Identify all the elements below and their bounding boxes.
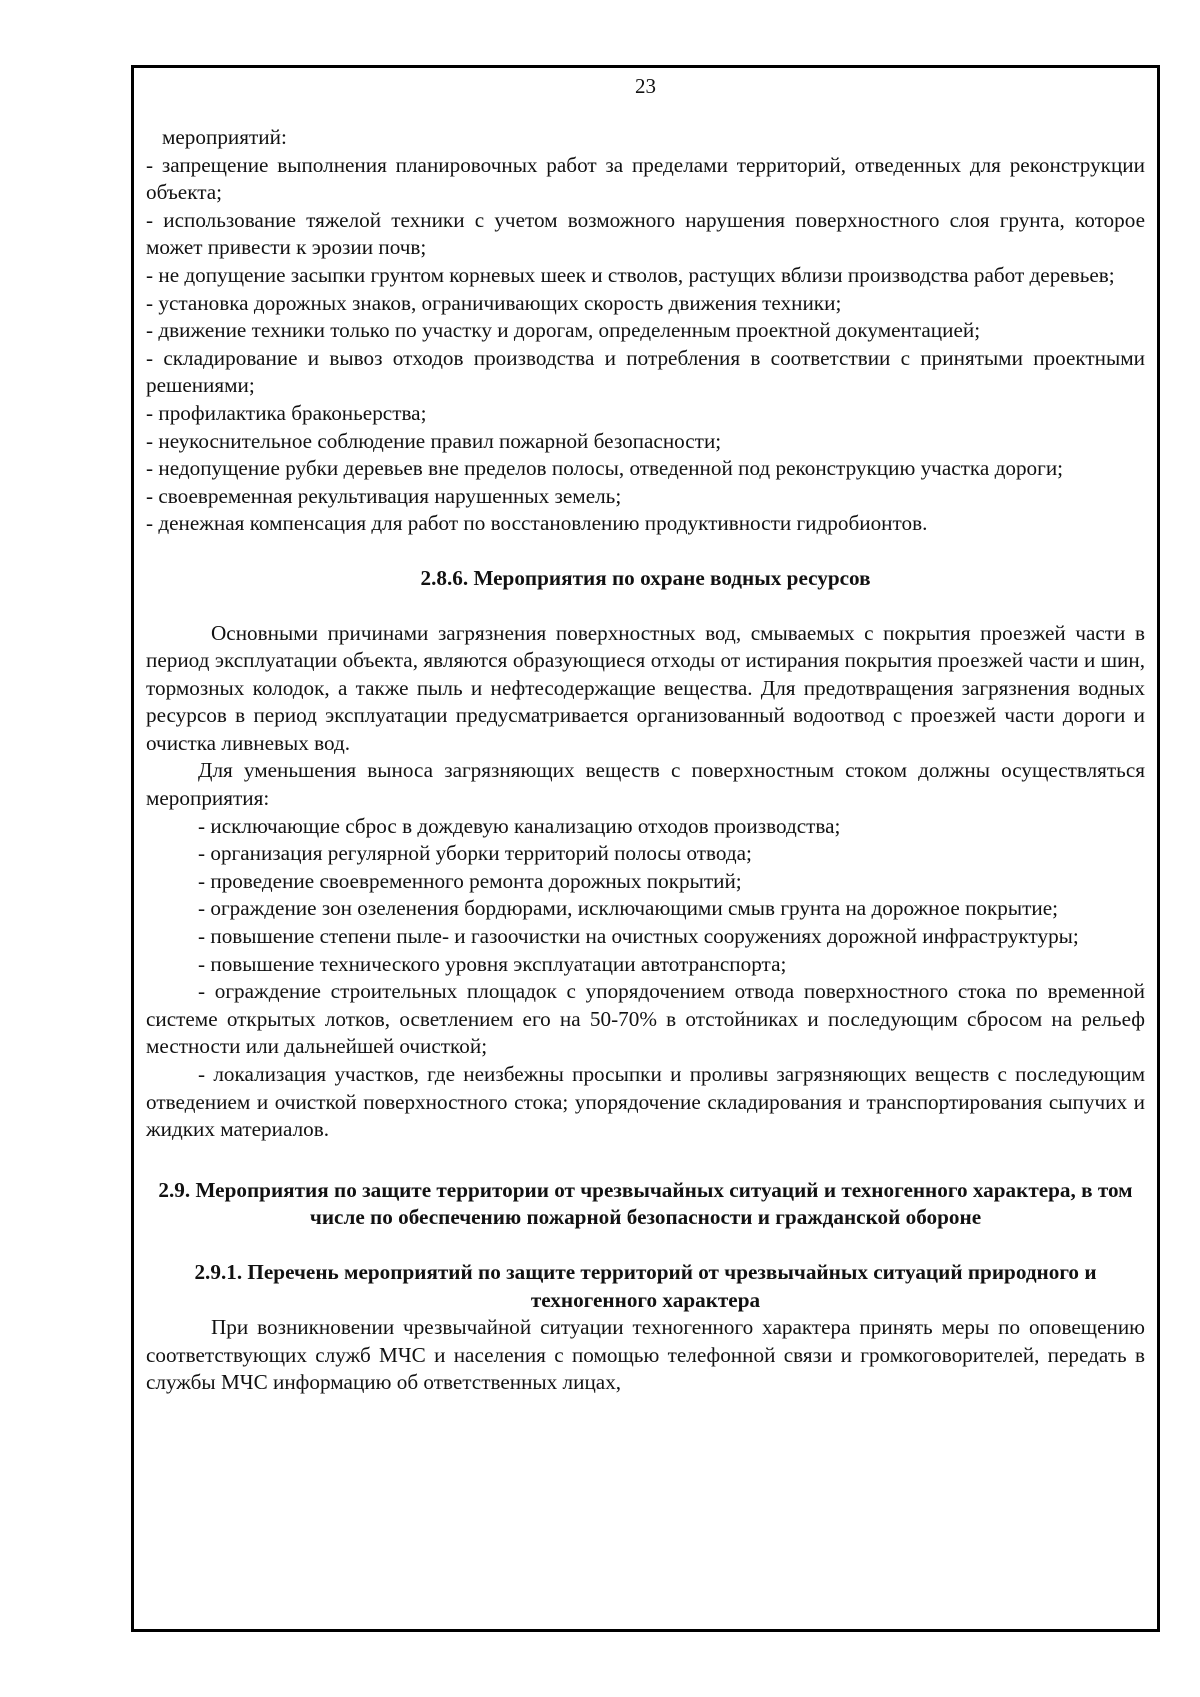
list-item: - недопущение рубки деревьев вне пределов полосы, отведенной под реконструкцию участка дороги; bbox=[146, 456, 1064, 481]
page-content bbox=[146, 124, 1145, 1397]
list-item: - использование тяжелой техники с учетом возможного нарушения поверхностного слоя грунта, которое может привести к эрозии почв; bbox=[146, 207, 1145, 260]
list-item: - локализация участков, где неизбежны просыпки и проливы загрязняющих веществ с последующим отведением и очисткой поверхностного стока; упорядочение складирования и транспортирования сыпучих и жидких материалов. bbox=[146, 1062, 1145, 1142]
list-item: - своевременная рекультивация нарушенных земель; bbox=[146, 483, 622, 508]
list-item: - складирование и вывоз отходов производства и потребления в соответствии с принятыми проектными решениями; bbox=[146, 345, 1145, 398]
list-item: - запрещение выполнения планировочных работ за пределами территорий, отведенных для реконструкции объекта; bbox=[146, 152, 1145, 205]
list-item: - проведение своевременного ремонта дорожных покрытий; bbox=[198, 868, 742, 893]
list-item: - повышение технического уровня эксплуатации автотранспорта; bbox=[198, 951, 787, 976]
paragraph: При возникновении чрезвычайной ситуации техногенного характера принять меры по оповещению соответствующих служб МЧС и населения с помощью телефонной связи и громкоговорителей, передать в службы МЧС информацию об ответственных лицах, bbox=[146, 1315, 1145, 1395]
section-heading-2-8-6: 2.8.6. Мероприятия по охране водных ресурсов bbox=[420, 565, 871, 590]
page-number: 23 bbox=[635, 74, 656, 98]
list-item: - установка дорожных знаков, ограничивающих скорость движения техники; bbox=[146, 290, 842, 315]
section-heading-2-9-1: 2.9.1. Перечень мероприятий по защите территорий от чрезвычайных ситуаций природного и техногенного характера bbox=[194, 1259, 1097, 1312]
list-item: - ограждение строительных площадок с упорядочением отвода поверхностного стока по временной системе открытых лотков, осветлением его на 50-70% в отстойниках и последующим сбросом на рельеф местности или дальнейшей очисткой; bbox=[146, 979, 1145, 1059]
list-item: - денежная компенсация для работ по восстановлению продуктивности гидробионтов. bbox=[146, 511, 928, 536]
list-item: - профилактика браконьерства; bbox=[146, 400, 427, 425]
list-item: - неукоснительное соблюдение правил пожарной безопасности; bbox=[146, 428, 722, 453]
list-item: - организация регулярной уборки территорий полосы отвода; bbox=[198, 841, 752, 866]
paragraph-continuation: мероприятий: bbox=[162, 125, 287, 149]
list-item: - повышение степени пыле- и газоочистки на очистных сооружениях дорожной инфраструктуры; bbox=[198, 924, 1079, 949]
page-frame bbox=[131, 65, 1160, 1632]
list-item: - движение техники только по участку и дорогам, определенным проектной документацией; bbox=[146, 318, 981, 343]
section-heading-2-9: 2.9. Мероприятия по защите территории от чрезвычайных ситуаций и техногенного характера, в том числе по обеспечению пожарной безопасности и гражданской обороне bbox=[158, 1177, 1133, 1230]
list-item: - исключающие сброс в дождевую канализацию отходов производства; bbox=[198, 813, 841, 838]
list-item: - не допущение засыпки грунтом корневых шеек и стволов, растущих вблизи производства работ деревьев; bbox=[146, 262, 1115, 287]
list-item: - ограждение зон озеленения бордюрами, исключающими смыв грунта на дорожное покрытие; bbox=[198, 896, 1059, 921]
paragraph: Основными причинами загрязнения поверхностных вод, смываемых с покрытия проезжей части в период эксплуатации объекта, являются образующиеся отходы от истирания покрытия проезжей части и шин, тормозных колодок, а также пыль и нефтесодержащие вещества. Для предотвращения загрязнения водных ресурсов в период эксплуатации предусматривается организованный водоотвод с проезжей части дороги и очистка ливневых вод. bbox=[146, 620, 1145, 755]
paragraph: Для уменьшения выноса загрязняющих веществ с поверхностным стоком должны осуществляться мероприятия: bbox=[146, 758, 1145, 811]
